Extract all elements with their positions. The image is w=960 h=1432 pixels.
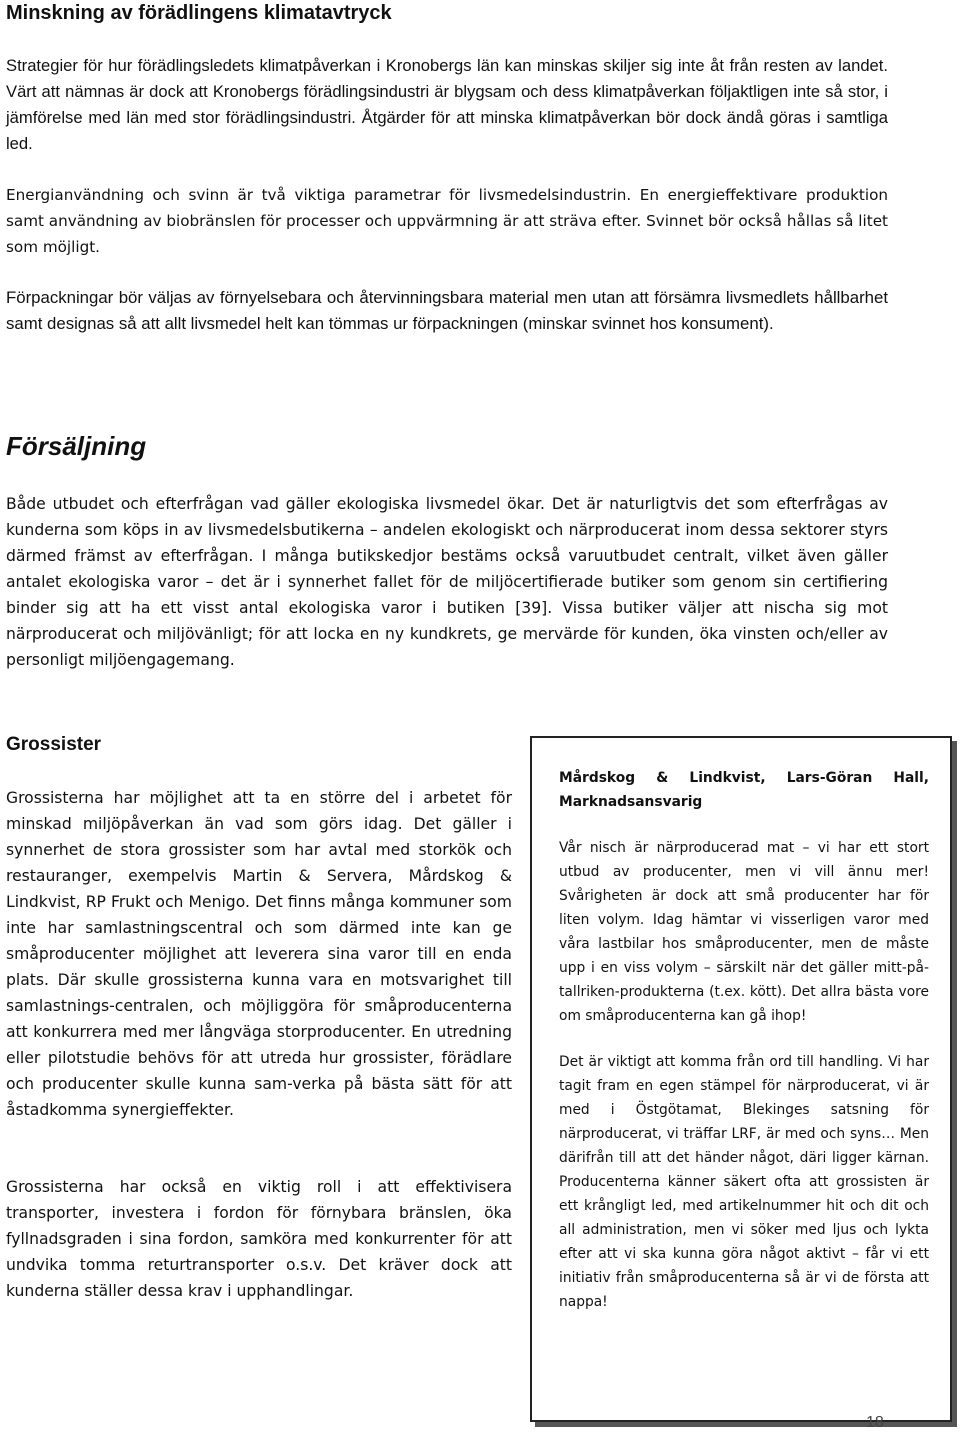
paragraph-wholesalers-1: Grossisterna har möjlighet att ta en större del i arbetet för minskad miljöpåverkan än vad som görs idag. Det gäller i synnerhet de stora grossister som har avtal med storkök och restauranger, exempelvis Martin & Servera, Mårdskog & Lindkvist, RP Frukt och Menigo. Det finns många kommuner som inte har samlastningscentral och som därmed inte kan ge småproducenter möjlighet att leverera sina varor till en enda plats. Där skulle grossisterna kunna vara en motsvarighet till samlastnings-centralen, och möjliggöra för småproducenterna att konkurrera med mer långväga storproducenter. En utredning eller pilotstudie behövs för att utreda hur grossister, förädlare och producenter skulle kunna sam-verka på bästa sätt för att åstadkomma synergieffekter. — [6, 789, 512, 1119]
quote-content — [559, 766, 929, 1314]
subsection-title-wholesalers: Grossister — [6, 734, 102, 755]
quote-paragraph-1: Vår nisch är närproducerad mat – vi har ett stort utbud av producenter, men vi vill ännu mer! Svårigheten är dock att små producenter har för liten volym. Idag hämtar vi visserligen varor med våra lastbilar hos småproducenter, men de måste upp i en viss volym – särskilt när det gäller mitt-på-tallriken-produkterna (t.ex. kött). Det allra bästa vore om småproducenterna kan gå ihop! — [559, 840, 929, 1024]
page-number: 18 — [866, 1414, 884, 1431]
paragraph-packaging: Förpackningar bör väljas av förnyelsebara och återvinningsbara material men utan att försämra livsmedlets hållbarhet samt designas så att allt livsmedel helt kan tömmas ur förpackningen (minskar svinnet hos konsument). — [6, 288, 888, 333]
paragraph-wholesalers-2: Grossisterna har också en viktig roll i att effektivisera transporter, investera i fordon för förnybara bränslen, öka fyllnadsgraden i sina fordon, samköra med konkurrenter för att undvika tomma returtransporter o.s.v. Det kräver dock att kunderna ställer dessa krav i upphandlingar. — [6, 1178, 512, 1300]
section-title-sales: Försäljning — [6, 431, 147, 461]
paragraph-climate-strategies: Strategier för hur förädlingsledets klimatpåverkan i Kronobergs län kan minskas skiljer sig inte åt från resten av landet. Värt att nämnas är dock att Kronobergs förädlingsindustri är blygsam och dess klimatpåverkan följaktligen inte så stor, i jämförelse med län med stor förädlingsindustri. Åtgärder för att minska klimatpåverkan bör dock ändå göras i samtliga led. — [6, 56, 888, 153]
quote-author: Mårdskog & Lindkvist, Lars-Göran Hall, Marknadsansvarig — [559, 770, 929, 810]
quote-box — [530, 736, 952, 1422]
paragraph-energy-waste: Energianvändning och svinn är två viktiga parametrar för livsmedelsindustrin. En energieffektivare produktion samt användning av biobränslen för processer och uppvärmning är att sträva efter. Svinnet bör också hållas så litet som möjligt. — [6, 186, 888, 256]
quote-paragraph-2: Det är viktigt att komma från ord till handling. Vi har tagit fram en egen stämpel för närproducerat, vi är med i Östgötamat, Blekinges satsning för närproducerat, vi träffar LRF, är med och syns… Men därifrån till att det händer något, däri ligger kärnan. Producenterna känner säkert ofta att grossisten är ett krångligt led, med artikelnummer hit och dit och all administration, men vi söker med ljus och lykta efter att vi ska kunna göra något aktivt – får vi ett initiativ från småproducenterna så är vi de första att nappa! — [559, 1054, 929, 1310]
page-heading: Minskning av förädlingens klimatavtryck — [6, 2, 392, 24]
paragraph-sales: Både utbudet och efterfrågan vad gäller ekologiska livsmedel ökar. Det är naturligtvis det som efterfrågas av kunderna som köps in av livsmedelsbutikerna – andelen ekologiskt och närproducerat inom dessa sektorer styrs därmed främst av efterfrågan. I många butikskedjor bestäms också varuutbudet centralt, vilket även gäller antalet ekologiska varor – det är i synnerhet fallet för de miljöcertifierade butiker som genom sin certifiering binder sig att ha ett visst antal ekologiska varor i butiken [39]. Vissa butiker väljer att nischa sig mot närproducerat och miljövänligt; för att locka en ny kundkrets, ge mervärde för kunden, öka vinsten och/eller av personligt miljöengagemang. — [6, 495, 888, 669]
